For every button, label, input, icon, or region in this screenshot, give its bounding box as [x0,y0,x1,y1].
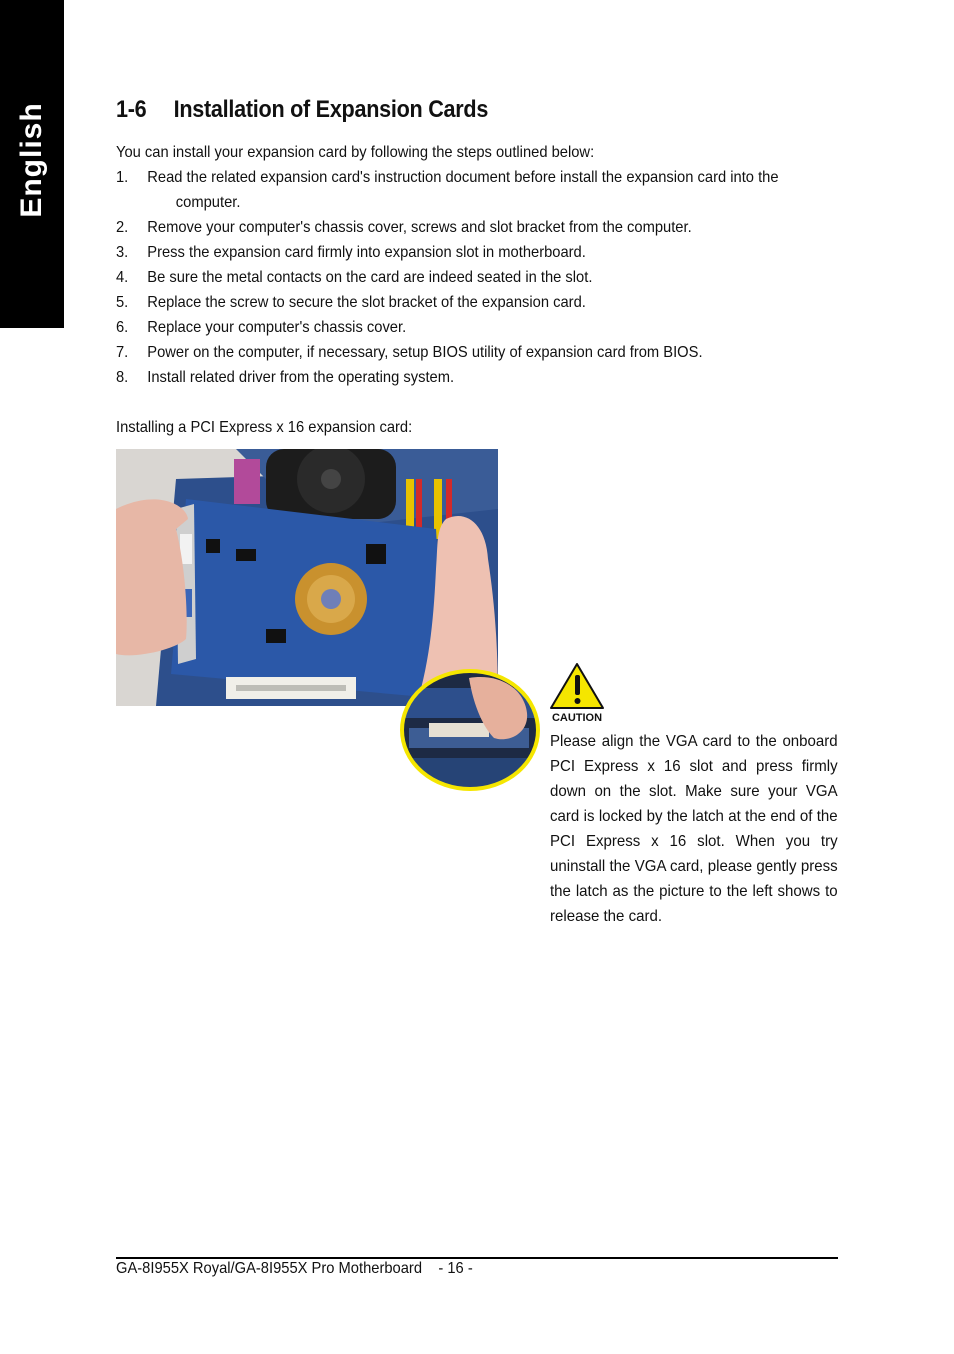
step-number: 4. [116,269,129,286]
latch-closeup-photo [399,668,541,792]
footer-model: GA-8I955X Royal/GA-8I955X Pro Motherboard [116,1260,423,1277]
step-number: 3. [116,244,129,261]
step-number: 8. [116,369,129,386]
pcie-install-caption: Installing a PCI Express x 16 expansion card: [116,419,413,436]
list-item [116,290,834,315]
steps-list [116,165,834,390]
page-number: - 16 - [438,1260,473,1277]
list-item [116,240,834,265]
step-text: Read the related expansion card's instruction document before install the expansion card into the [147,169,779,186]
step-number: 6. [116,319,129,336]
step-text: Be sure the metal contacts on the card are indeed seated in the slot. [147,269,593,286]
language-side-tab [0,0,64,328]
caution-icon-label: CAUTION [551,712,603,724]
step-number: 7. [116,344,129,361]
step-text: Replace the screw to secure the slot bracket of the expansion card. [147,294,586,311]
page-footer [116,1256,473,1281]
step-number: 2. [116,219,129,236]
section-title: Installation of Expansion Cards [173,96,489,123]
list-item [116,265,834,290]
step-text: Remove your computer's chassis cover, screws and slot bracket from the computer. [147,219,692,236]
list-item [116,165,834,215]
step-text: Press the expansion card firmly into expansion slot in motherboard. [147,244,586,261]
step-text-continued: computer. [175,194,241,211]
intro-paragraph: You can install your expansion card by following the steps outlined below: [116,144,595,161]
caution-note: Please align the VGA card to the onboard PCI Express x 16 slot and press firmly down on the slot. Make sure your VGA card is locked by the latch at the end of the PCI Express x 16 slot. When you try uninstall the VGA card, please gently press the latch as the picture to the left shows to release the card. [550,733,838,925]
list-item [116,340,834,365]
step-number: 5. [116,294,129,311]
list-item [116,215,834,240]
language-tab-label: English [15,102,48,218]
step-text: Power on the computer, if necessary, setup BIOS utility of expansion card from BIOS. [147,344,703,361]
list-item [116,365,834,390]
step-number: 1. [116,169,129,186]
step-text: Replace your computer's chassis cover. [147,319,407,336]
section-heading [116,96,488,124]
list-item [116,315,834,340]
caution-icon [550,662,606,724]
section-number: 1-6 [116,96,147,123]
step-text: Install related driver from the operating system. [147,369,455,386]
